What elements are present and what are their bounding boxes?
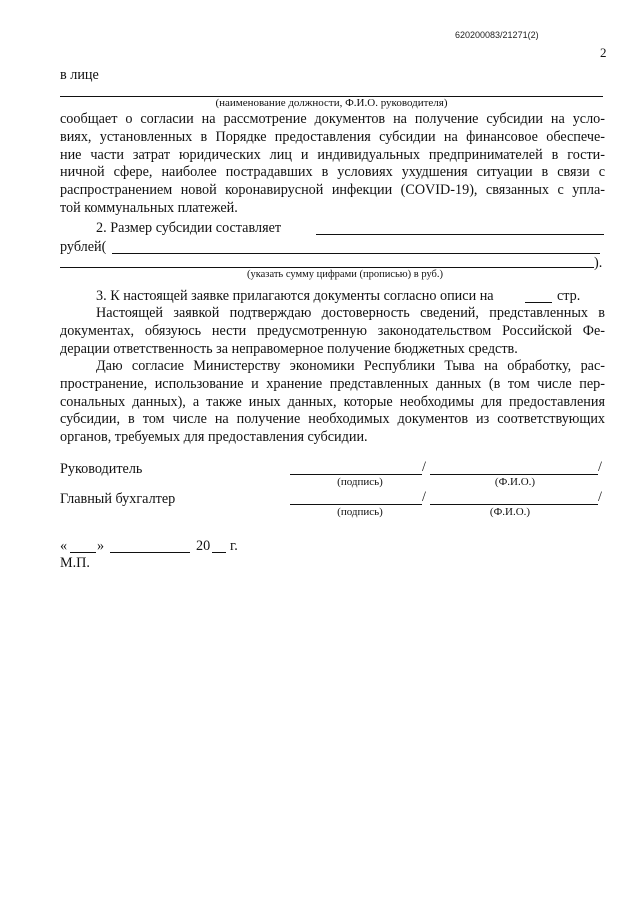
paragraph-line: органов, требуемых для предоставления субсидии. <box>60 429 368 446</box>
paragraph-line: документах, обязуюсь нести предусмотренную законодательством Российской Фе- <box>60 322 605 339</box>
paragraph-line: Настоящей заявкой подтверждаю достоверность сведений, представленных в <box>96 305 605 321</box>
paragraph-line: распространением новой коронавирусной инфекции (COVID-19), связанных с упла- <box>60 182 605 199</box>
accountant-sign-caption: (подпись) <box>337 506 383 518</box>
accountant-separator-end: / <box>598 489 602 505</box>
date-day-line[interactable] <box>70 552 96 553</box>
paragraph-line: виях, установленных в Порядке предоставления субсидии на финансовое обеспече- <box>60 128 605 145</box>
data-consent-paragraph <box>60 358 605 447</box>
date-month-line[interactable] <box>110 552 190 553</box>
rubles-prefix: рублей( <box>60 239 107 255</box>
accountant-label: Главный бухгалтер <box>60 491 176 507</box>
representative-prefix: в лице <box>60 67 99 83</box>
date-open-quote: « <box>60 538 68 554</box>
director-sign-caption: (подпись) <box>337 476 383 488</box>
director-name-line[interactable] <box>430 474 598 475</box>
subsidy-label: 2. Размер субсидии составляет <box>96 220 282 236</box>
paragraph-line: субсидии, в том числе на получение необходимых документов из соответствующих <box>60 411 605 428</box>
accountant-separator: / <box>422 489 426 505</box>
director-separator-end: / <box>598 459 602 475</box>
paragraph-line: той коммунальных платежей. <box>60 199 238 216</box>
director-name-caption: (Ф.И.О.) <box>494 476 536 488</box>
date-close-quote: » <box>97 538 105 554</box>
paragraph-line: ничной сфере, наиболее пострадавших в условиях ухудшения ситуации в связи с <box>60 164 605 181</box>
attachments-text: 3. К настоящей заявке прилагаются документы согласно описи на <box>96 288 494 304</box>
accountant-signature-line[interactable] <box>290 504 422 505</box>
document-id: 620200083/21271(2) <box>455 30 539 40</box>
date-year-line[interactable] <box>212 552 226 553</box>
paragraph-line: сональных данных), а также иных данных, которые необходимы для предоставления <box>60 393 605 410</box>
rubles-line-2[interactable] <box>60 267 594 268</box>
stamp-label: М.П. <box>60 555 90 571</box>
paragraph-line: ние части затрат юридических лиц и индивидуальных предпринимателей в гости- <box>60 146 605 163</box>
paragraph-line: пространение, использование и хранение представленных данных (в том числе пер- <box>60 375 605 392</box>
paragraph-line: Даю согласие Министерству экономики Республики Тыва на обработку, рас- <box>96 358 605 374</box>
attachments-pages-line[interactable] <box>525 302 552 303</box>
consent-paragraph <box>60 111 605 218</box>
confirmation-paragraph <box>60 305 605 358</box>
accountant-name-line[interactable] <box>430 504 598 505</box>
page-number: 2 <box>600 45 607 60</box>
subsidy-caption: (указать сумму цифрами (прописью) в руб.) <box>246 269 444 280</box>
rubles-close: ). <box>594 255 603 271</box>
paragraph-line: сообщает о согласии на рассмотрение документов на получение субсидии на усло- <box>60 111 605 127</box>
rubles-line-1[interactable] <box>112 253 600 254</box>
director-signature-line[interactable] <box>290 474 422 475</box>
date-year-prefix: 20 <box>196 538 211 554</box>
director-separator: / <box>422 459 426 475</box>
date-year-suffix: г. <box>230 538 238 554</box>
representative-caption: (наименование должности, Ф.И.О. руководителя) <box>215 97 448 109</box>
accountant-name-caption: (Ф.И.О.) <box>489 506 531 518</box>
attachments-pages-label: стр. <box>557 288 581 304</box>
director-label: Руководитель <box>60 461 143 477</box>
subsidy-amount-line[interactable] <box>316 234 604 235</box>
paragraph-line: дерации ответственность за неправомерное получение бюджетных средств. <box>60 340 518 357</box>
